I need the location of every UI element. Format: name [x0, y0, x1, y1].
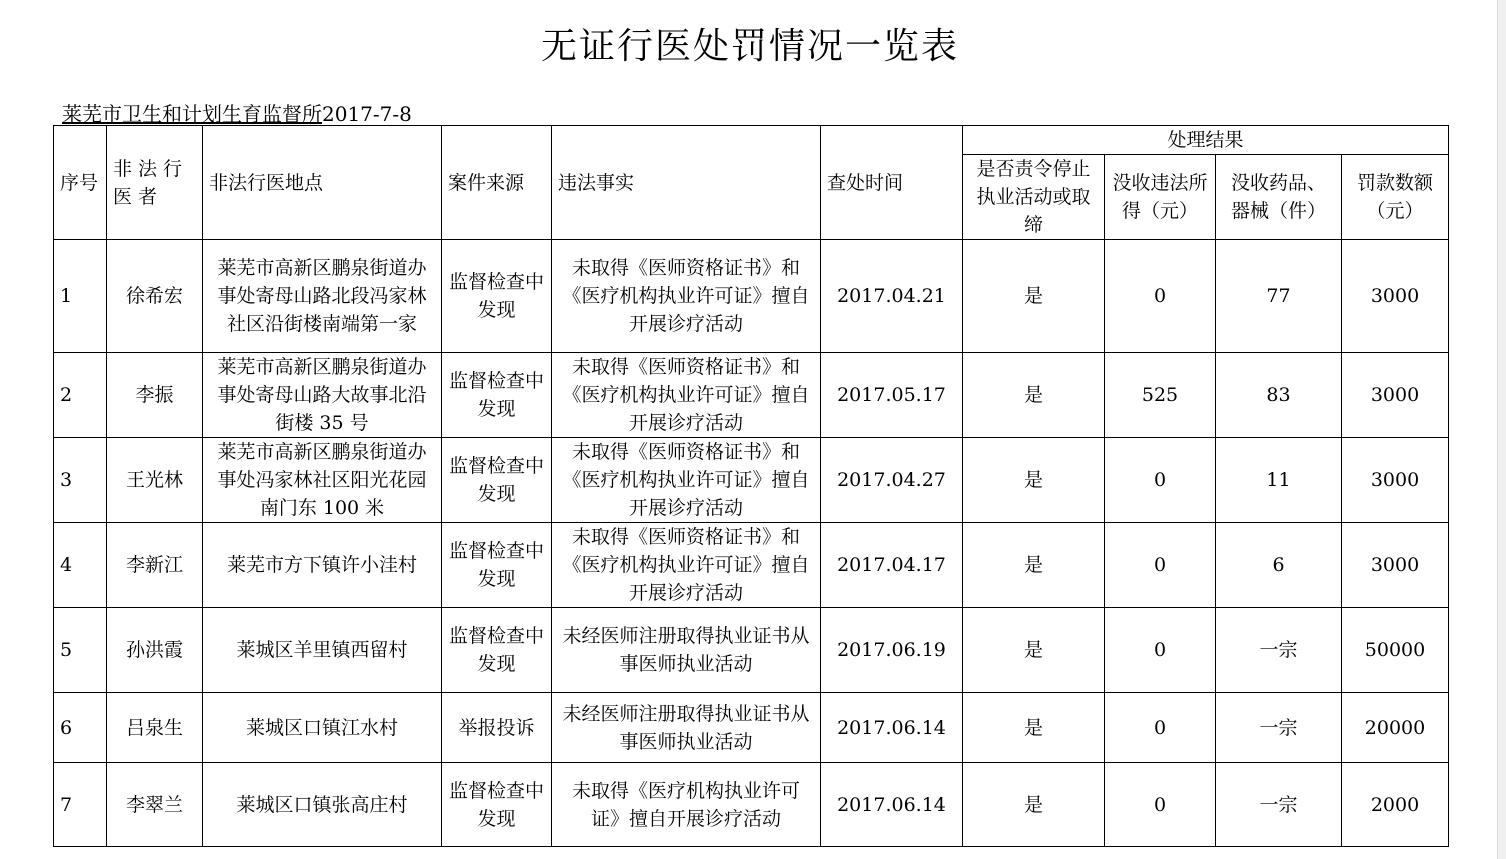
cell-seq: 5: [54, 608, 107, 693]
cell-ordered-stop: 是: [963, 353, 1105, 438]
cell-facts: 未经医师注册取得执业证书从事医师执业活动: [552, 608, 821, 693]
cell-time: 2017.04.17: [821, 523, 963, 608]
header-confiscated-income: 没收违法所得（元）: [1105, 155, 1216, 240]
table-row: [54, 438, 1449, 523]
cell-location: 莱芜市高新区鹏泉街道办事处寄母山路北段冯家林社区沿街楼南端第一家: [203, 240, 442, 353]
subtitle-date: 2017-7-8: [322, 102, 412, 126]
table-row: [54, 608, 1449, 693]
subtitle-org: 莱芜市卫生和计划生育监督所: [62, 102, 322, 126]
cell-confiscated-income: 0: [1105, 693, 1216, 763]
cell-confiscated-income: 0: [1105, 523, 1216, 608]
cell-confiscated-items: 一宗: [1216, 763, 1342, 847]
cell-ordered-stop: 是: [963, 523, 1105, 608]
header-fine: 罚款数额（元）: [1342, 155, 1449, 240]
cell-name: 吕泉生: [107, 693, 203, 763]
header-result-group: 处理结果: [963, 126, 1449, 155]
cell-location: 莱芜市方下镇许小洼村: [203, 523, 442, 608]
cell-source: 举报投诉: [442, 693, 552, 763]
cell-confiscated-items: 6: [1216, 523, 1342, 608]
cell-confiscated-items: 83: [1216, 353, 1342, 438]
cell-ordered-stop: 是: [963, 693, 1105, 763]
cell-confiscated-items: 11: [1216, 438, 1342, 523]
cell-name: 徐希宏: [107, 240, 203, 353]
cell-confiscated-income: 525: [1105, 353, 1216, 438]
cell-facts: 未经医师注册取得执业证书从事医师执业活动: [552, 693, 821, 763]
cell-source: 监督检查中发现: [442, 608, 552, 693]
cell-time: 2017.06.14: [821, 693, 963, 763]
cell-source: 监督检查中发现: [442, 353, 552, 438]
header-time: 查处时间: [821, 126, 963, 240]
cell-location: 莱芜市高新区鹏泉街道办事处寄母山路大故事北沿街楼 35 号: [203, 353, 442, 438]
cell-confiscated-items: 77: [1216, 240, 1342, 353]
page-title: 无证行医处罚情况一览表: [540, 26, 959, 67]
table-row: [54, 353, 1449, 438]
cell-seq: 3: [54, 438, 107, 523]
header-ordered-stop: 是否责令停止执业活动或取缔: [963, 155, 1105, 240]
vertical-scrollbar[interactable]: [1497, 0, 1506, 859]
cell-ordered-stop: 是: [963, 438, 1105, 523]
cell-fine: 50000: [1342, 608, 1449, 693]
cell-name: 李振: [107, 353, 203, 438]
cell-seq: 6: [54, 693, 107, 763]
cell-confiscated-income: 0: [1105, 763, 1216, 847]
cell-location: 莱城区口镇张高庄村: [203, 763, 442, 847]
header-confiscated-items: 没收药品、器械（件）: [1216, 155, 1342, 240]
cell-time: 2017.05.17: [821, 353, 963, 438]
subtitle: [62, 98, 412, 127]
cell-name: 李翠兰: [107, 763, 203, 847]
header-source: 案件来源: [442, 126, 552, 240]
cell-ordered-stop: 是: [963, 240, 1105, 353]
cell-fine: 3000: [1342, 353, 1449, 438]
header-name: 非法行医者: [107, 126, 203, 240]
header-location: 非法行医地点: [203, 126, 442, 240]
table-row: [54, 523, 1449, 608]
cell-name: 王光林: [107, 438, 203, 523]
cell-time: 2017.06.19: [821, 608, 963, 693]
cell-fine: 3000: [1342, 438, 1449, 523]
cell-source: 监督检查中发现: [442, 523, 552, 608]
cell-location: 莱城区口镇江水村: [203, 693, 442, 763]
cell-time: 2017.06.14: [821, 763, 963, 847]
cell-facts: 未取得《医师资格证书》和《医疗机构执业许可证》擅自开展诊疗活动: [552, 353, 821, 438]
cell-fine: 20000: [1342, 693, 1449, 763]
header-seq: 序号: [54, 126, 107, 240]
cell-facts: 未取得《医师资格证书》和《医疗机构执业许可证》擅自开展诊疗活动: [552, 438, 821, 523]
cell-seq: 1: [54, 240, 107, 353]
table-row: [54, 240, 1449, 353]
cell-seq: 2: [54, 353, 107, 438]
cell-fine: 3000: [1342, 523, 1449, 608]
cell-ordered-stop: 是: [963, 763, 1105, 847]
header-facts: 违法事实: [552, 126, 821, 240]
table-row: [54, 763, 1449, 847]
penalty-table: [53, 125, 1449, 847]
cell-time: 2017.04.21: [821, 240, 963, 353]
cell-seq: 4: [54, 523, 107, 608]
cell-confiscated-items: 一宗: [1216, 693, 1342, 763]
cell-confiscated-income: 0: [1105, 240, 1216, 353]
cell-ordered-stop: 是: [963, 608, 1105, 693]
cell-fine: 2000: [1342, 763, 1449, 847]
cell-source: 监督检查中发现: [442, 240, 552, 353]
cell-facts: 未取得《医疗机构执业许可证》擅自开展诊疗活动: [552, 763, 821, 847]
table-row: [54, 693, 1449, 763]
cell-facts: 未取得《医师资格证书》和《医疗机构执业许可证》擅自开展诊疗活动: [552, 240, 821, 353]
cell-confiscated-income: 0: [1105, 438, 1216, 523]
cell-location: 莱芜市高新区鹏泉街道办事处冯家林社区阳光花园南门东 100 米: [203, 438, 442, 523]
cell-location: 莱城区羊里镇西留村: [203, 608, 442, 693]
cell-confiscated-income: 0: [1105, 608, 1216, 693]
cell-fine: 3000: [1342, 240, 1449, 353]
cell-facts: 未取得《医师资格证书》和《医疗机构执业许可证》擅自开展诊疗活动: [552, 523, 821, 608]
cell-time: 2017.04.27: [821, 438, 963, 523]
cell-seq: 7: [54, 763, 107, 847]
cell-name: 孙洪霞: [107, 608, 203, 693]
cell-confiscated-items: 一宗: [1216, 608, 1342, 693]
cell-source: 监督检查中发现: [442, 438, 552, 523]
cell-source: 监督检查中发现: [442, 763, 552, 847]
cell-name: 李新江: [107, 523, 203, 608]
